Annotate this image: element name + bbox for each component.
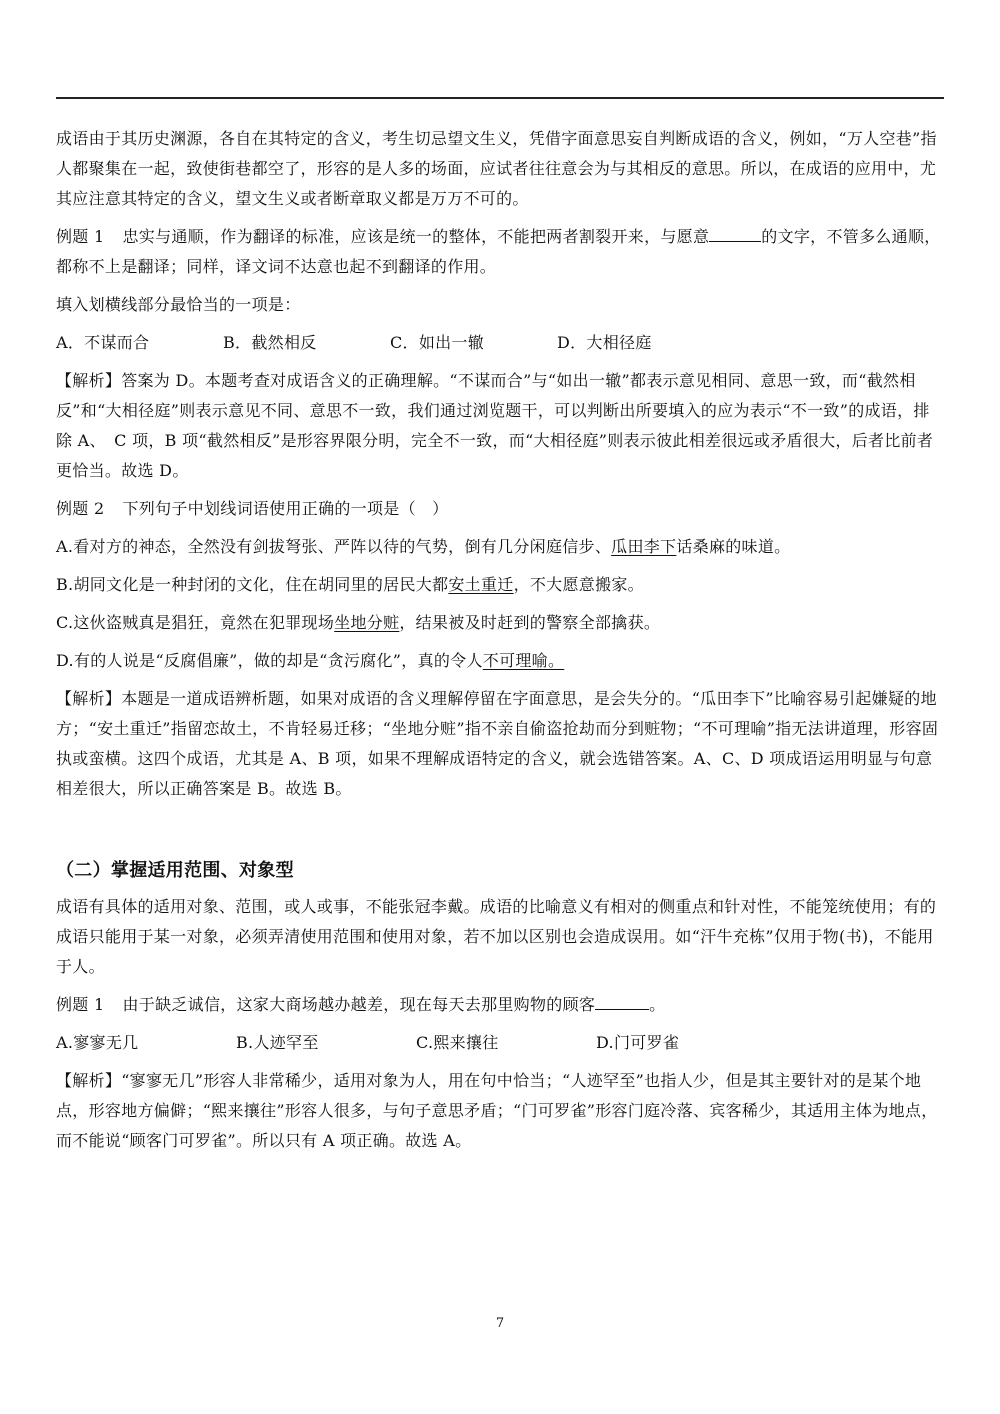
- option-c: C.熙来攘往: [416, 1033, 499, 1052]
- option-d: D．大相径庭: [557, 333, 652, 352]
- option-text: 话桑麻的味道。: [676, 537, 791, 556]
- example-1-question: [56, 222, 944, 282]
- option-text: ，结果被及时赶到的警察全部擒获。: [399, 613, 661, 632]
- option-b: B．截然相反: [223, 333, 317, 352]
- example-2-analysis: [56, 684, 944, 804]
- page-number: 7: [495, 1316, 505, 1331]
- intro-paragraph: 成语由于其历史渊源，各自在其特定的含义，考生切忌望文生义，凭借字面意思妄自判断成语的含义，例如，“万人空巷”指人都聚集在一起，致使街巷都空了，形容的是人多的场面，应试者往往意会为与其相反的意思。所以，在成语的应用中，尤其应注意其特定的含义，望文生义或者断章取义都是万万不可的。: [56, 129, 937, 208]
- option-a: A.寥寥无几: [56, 1033, 139, 1052]
- question-text: 下列句子中划线词语使用正确的一项是（ ）: [122, 499, 449, 518]
- header-rule: [56, 97, 944, 99]
- option-text: B.胡同文化是一种封闭的文化，住在胡同里的居民大都: [56, 575, 449, 594]
- underlined-idiom: 不可理喻。: [482, 651, 565, 670]
- fill-blank: [709, 225, 761, 242]
- underlined-idiom: 安土重迁: [448, 575, 514, 594]
- example-1-prompt: 填入划横线部分最恰当的一项是：: [56, 295, 301, 314]
- option-text: A.看对方的神态，全然没有剑拔弩张、严阵以待的气势，倒有几分闲庭信步、: [56, 537, 612, 556]
- example-2-option-c: [56, 608, 944, 638]
- section-intro: 成语有具体的适用对象、范围，或人或事，不能张冠李戴。成语的比喻意义有相对的侧重点和针对性，不能笼统使用；有的成语只能用于某一对象，必须弄清使用范围和使用对象，若不加以区别也会造成误用。如“汗牛充栋”仅用于物(书)，不能用于人。: [56, 897, 937, 976]
- question-text-after: 。: [649, 995, 666, 1014]
- example-1-options: [56, 328, 944, 358]
- example-2-option-a: [56, 532, 944, 562]
- analysis-label: 【解析】: [56, 1071, 122, 1090]
- question-text-before: 忠实与通顺，作为翻译的标准，应该是统一的整体，不能把两者割裂开来，与愿意: [122, 227, 710, 246]
- example-label: 例题 1: [56, 227, 105, 246]
- example-1-analysis: [56, 366, 944, 486]
- section-example-1-options: [56, 1028, 944, 1058]
- question-text-before: 由于缺乏诚信，这家大商场越办越差，现在每天去那里购物的顾客: [122, 995, 596, 1014]
- example-2-option-b: [56, 570, 944, 600]
- analysis-text: 答案为 D。本题考查对成语含义的正确理解。“不谋而合”与“如出一辙”都表示意见相同、意思一致，而“截然相反”和“大相径庭”则表示意见不同、意思不一致，我们通过浏览题干，可以判断出所要填入的应为表示“不一致”的成语，排除 A、 C 项，B 项“截然相反”是形容界限分明，完全不一致，而“大相径庭”则表示彼此相差很远或矛盾很大，后者比前者更恰当。故选 D。: [56, 371, 934, 480]
- fill-blank: [595, 993, 649, 1010]
- example-label: 例题 1: [56, 995, 105, 1014]
- section-heading: （二）掌握适用范围、对象型: [56, 860, 294, 881]
- question-text-after: 的文字，不管多么通顺，都称不上是翻译；同样，译文词不达意也起不到翻译的作用。: [56, 227, 941, 276]
- option-d: D.门可罗雀: [596, 1033, 680, 1052]
- underlined-idiom: 坐地分赃: [334, 613, 400, 632]
- section-example-1-question: [56, 990, 944, 1020]
- section-example-1-analysis: [56, 1066, 944, 1156]
- example-label: 例题 2: [56, 499, 105, 518]
- option-c: C．如出一辙: [390, 333, 485, 352]
- option-b: B.人迹罕至: [236, 1033, 319, 1052]
- option-text: C.这伙盗贼真是猖狂，竟然在犯罪现场: [56, 613, 335, 632]
- option-text: D.有的人说是“反腐倡廉”，做的却是“贪污腐化”，真的令人: [56, 651, 483, 670]
- option-a: A．不谋而合: [56, 333, 150, 352]
- analysis-text: “寥寥无几”形容人非常稀少，适用对象为人，用在句中恰当；“人迹罕至”也指人少，但是其主要针对的是某个地点，形容地方偏僻；“熙来攘往”形容人很多，与句子意思矛盾；“门可罗雀”形容门庭冷落、宾客稀少，其适用主体为地点，而不能说“顾客门可罗雀”。所以只有 A 项正确。故选 A。: [56, 1071, 938, 1150]
- example-2-option-d: [56, 646, 944, 676]
- analysis-label: 【解析】: [56, 371, 122, 390]
- option-text: ，不大愿意搬家。: [513, 575, 644, 594]
- underlined-idiom: 瓜田李下: [611, 537, 677, 556]
- page-content: [56, 124, 944, 1156]
- example-2-question: [56, 494, 944, 524]
- analysis-label: 【解析】: [56, 689, 122, 708]
- analysis-text: 本题是一道成语辨析题，如果对成语的含义理解停留在字面意思，是会失分的。“瓜田李下”比喻容易引起嫌疑的地方；“安土重迁”指留恋故土，不肯轻易迁移；“坐地分赃”指不亲自偷盗抢劫而分到赃物；“不可理喻”指无法讲道理，形容固执或蛮横。这四个成语，尤其是 A、B 项，如果不理解成语特定的含义，就会选错答案。A、C、D 项成语运用明显与句意相差很大，所以正确答案是 B。故选 B。: [56, 689, 939, 798]
